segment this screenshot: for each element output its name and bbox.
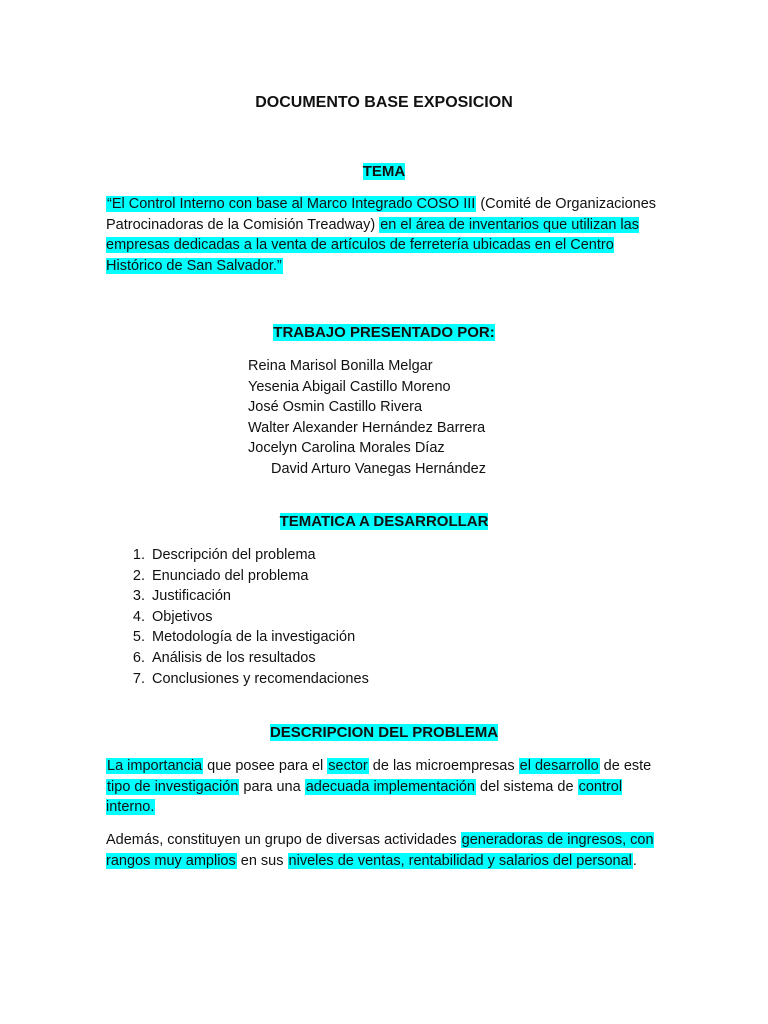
list-item bbox=[127, 627, 369, 648]
author-name: José Osmin Castillo Rivera bbox=[248, 399, 423, 415]
list-item-number: 1. bbox=[132, 547, 145, 563]
list-item bbox=[127, 586, 369, 607]
tema-heading-text: TEMA bbox=[362, 163, 406, 180]
tema-paragraph bbox=[106, 194, 666, 276]
paragraph-part: generadoras de ingresos, con rangos muy amplios bbox=[106, 832, 654, 869]
paragraph-part: de las microempresas bbox=[368, 758, 519, 774]
list-item-text: Objetivos bbox=[152, 608, 213, 625]
descripcion-heading bbox=[0, 724, 768, 742]
paragraph-part: adecuada implementación bbox=[305, 778, 475, 795]
tema-part: “El Control Interno con base al Marco Integrado COSO III bbox=[107, 196, 476, 212]
list-item-text: Conclusiones y recomendaciones bbox=[152, 670, 369, 687]
paragraph-part: para una bbox=[239, 778, 305, 795]
list-item bbox=[127, 669, 369, 690]
list-item-text: Descripción del problema bbox=[152, 547, 316, 563]
author-name: Reina Marisol Bonilla Melgar bbox=[248, 358, 433, 374]
list-item bbox=[127, 607, 369, 628]
descripcion-heading-text: DESCRIPCION DEL PROBLEMA bbox=[269, 724, 499, 741]
tema-heading bbox=[0, 163, 768, 181]
tema-part: en el área de inventarios que utilizan las empresas dedicadas a la venta de artículos de ferretería ubicadas en el Centro Histórico de San Salvador.” bbox=[106, 216, 639, 274]
authors-list bbox=[248, 356, 486, 479]
list-item-number: 5. bbox=[132, 629, 145, 646]
paragraph-part: tipo de investigación bbox=[107, 778, 239, 795]
descripcion-paragraph-2 bbox=[106, 830, 666, 871]
document-title: DOCUMENTO BASE EXPOSICION bbox=[255, 94, 513, 111]
tematica-heading bbox=[0, 513, 768, 531]
paragraph-part: del sistema de bbox=[476, 778, 578, 795]
presentado-heading-text: TRABAJO PRESENTADO POR: bbox=[273, 324, 495, 341]
descripcion-paragraph-1 bbox=[106, 756, 666, 818]
paragraph-part: el desarrollo bbox=[519, 758, 599, 774]
author-name: David Arturo Vanegas Hernández bbox=[271, 460, 486, 477]
paragraph-part: en sus bbox=[236, 852, 288, 869]
list-item-text: Metodología de la investigación bbox=[152, 629, 356, 646]
list-item-number: 7. bbox=[132, 670, 145, 687]
paragraph-part: niveles de ventas, rentabilidad y salarios del personal bbox=[288, 852, 632, 869]
author-name: Jocelyn Carolina Morales Díaz bbox=[248, 440, 445, 456]
list-item-text: Justificación bbox=[152, 588, 231, 605]
list-item-text: Enunciado del problema bbox=[152, 567, 309, 584]
list-item bbox=[127, 545, 369, 566]
presentado-heading bbox=[0, 324, 768, 342]
list-item-number: 6. bbox=[132, 649, 145, 666]
list-item-number: 4. bbox=[132, 608, 145, 625]
list-item-text: Análisis de los resultados bbox=[152, 649, 316, 666]
list-item bbox=[127, 566, 369, 587]
paragraph-part: control interno. bbox=[106, 778, 623, 815]
list-item bbox=[127, 648, 369, 669]
paragraph-part: . bbox=[632, 852, 637, 869]
list-item-number: 3. bbox=[132, 588, 145, 605]
list-item-number: 2. bbox=[132, 567, 145, 584]
paragraph-part: sector bbox=[328, 758, 368, 774]
paragraph-part: que posee para el bbox=[203, 758, 328, 774]
paragraph-part: Además, constituyen un grupo de diversas actividades bbox=[106, 832, 461, 848]
author-name: Yesenia Abigail Castillo Moreno bbox=[248, 378, 451, 395]
paragraph-part: La importancia bbox=[107, 758, 203, 774]
topics-list bbox=[127, 545, 369, 689]
author-name: Walter Alexander Hernández Barrera bbox=[248, 419, 486, 436]
tematica-heading-text: TEMATICA A DESARROLLAR bbox=[279, 513, 489, 530]
paragraph-part: de este bbox=[599, 758, 652, 774]
tema-part: (Comité de Organizaciones Patrocinadoras de la Comisión Treadway) bbox=[106, 196, 657, 233]
